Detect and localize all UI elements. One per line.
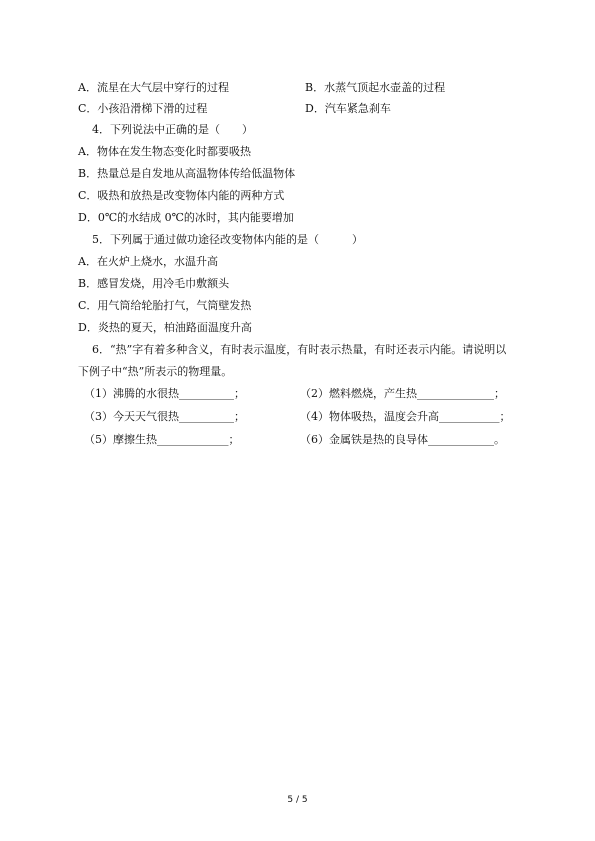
q4-stem: 4．下列说法中正确的是（ ） xyxy=(92,123,253,136)
q5-option-a: A．在火炉上烧水，水温升高 xyxy=(78,255,218,268)
q6-item-2: （2）燃料燃烧，产生热______________； xyxy=(300,387,505,400)
q5-stem: 5．下列属于通过做功途径改变物体内能的是（ ） xyxy=(92,233,363,246)
q6-item-6: （6）金属铁是热的良导体____________。 xyxy=(300,433,505,446)
q5-option-c: C．用气筒给轮胎打气，气筒壁发热 xyxy=(78,299,252,312)
q4-option-d: D．0℃的水结成 0℃的冰时，其内能要增加 xyxy=(78,211,294,224)
q4-option-b: B．热量总是自发地从高温物体传给低温物体 xyxy=(78,167,296,180)
q3-option-b: B．水蒸气顶起水壶盖的过程 xyxy=(305,81,446,94)
q6-stem-line2: 下例子中“热”所表示的物理量。 xyxy=(78,365,233,378)
q6-item-5: （5）摩擦生热_____________； xyxy=(84,433,240,446)
q3-option-c: C．小孩沿滑梯下滑的过程 xyxy=(78,102,208,115)
q5-option-d: D．炎热的夏天，柏油路面温度升高 xyxy=(78,321,252,334)
q3-option-d: D．汽车紧急刹车 xyxy=(305,102,391,115)
q6-item-4: （4）物体吸热，温度会升高___________； xyxy=(300,410,511,423)
q6-item-1: （1）沸腾的水很热__________； xyxy=(84,387,245,400)
page-number: 5 / 5 xyxy=(287,795,308,805)
q6-stem-line1: 6．“热”字有着多种含义，有时表示温度，有时表示热量，有时还表示内能。请说明以 xyxy=(92,343,507,356)
q6-item-3: （3）今天天气很热__________； xyxy=(84,410,245,423)
q5-option-b: B．感冒发烧，用冷毛巾敷额头 xyxy=(78,277,230,290)
q4-option-c: C．吸热和放热是改变物体内能的两种方式 xyxy=(78,189,285,202)
q3-option-a: A．流星在大气层中穿行的过程 xyxy=(78,81,229,94)
q4-option-a: A．物体在发生物态变化时都要吸热 xyxy=(78,145,251,158)
